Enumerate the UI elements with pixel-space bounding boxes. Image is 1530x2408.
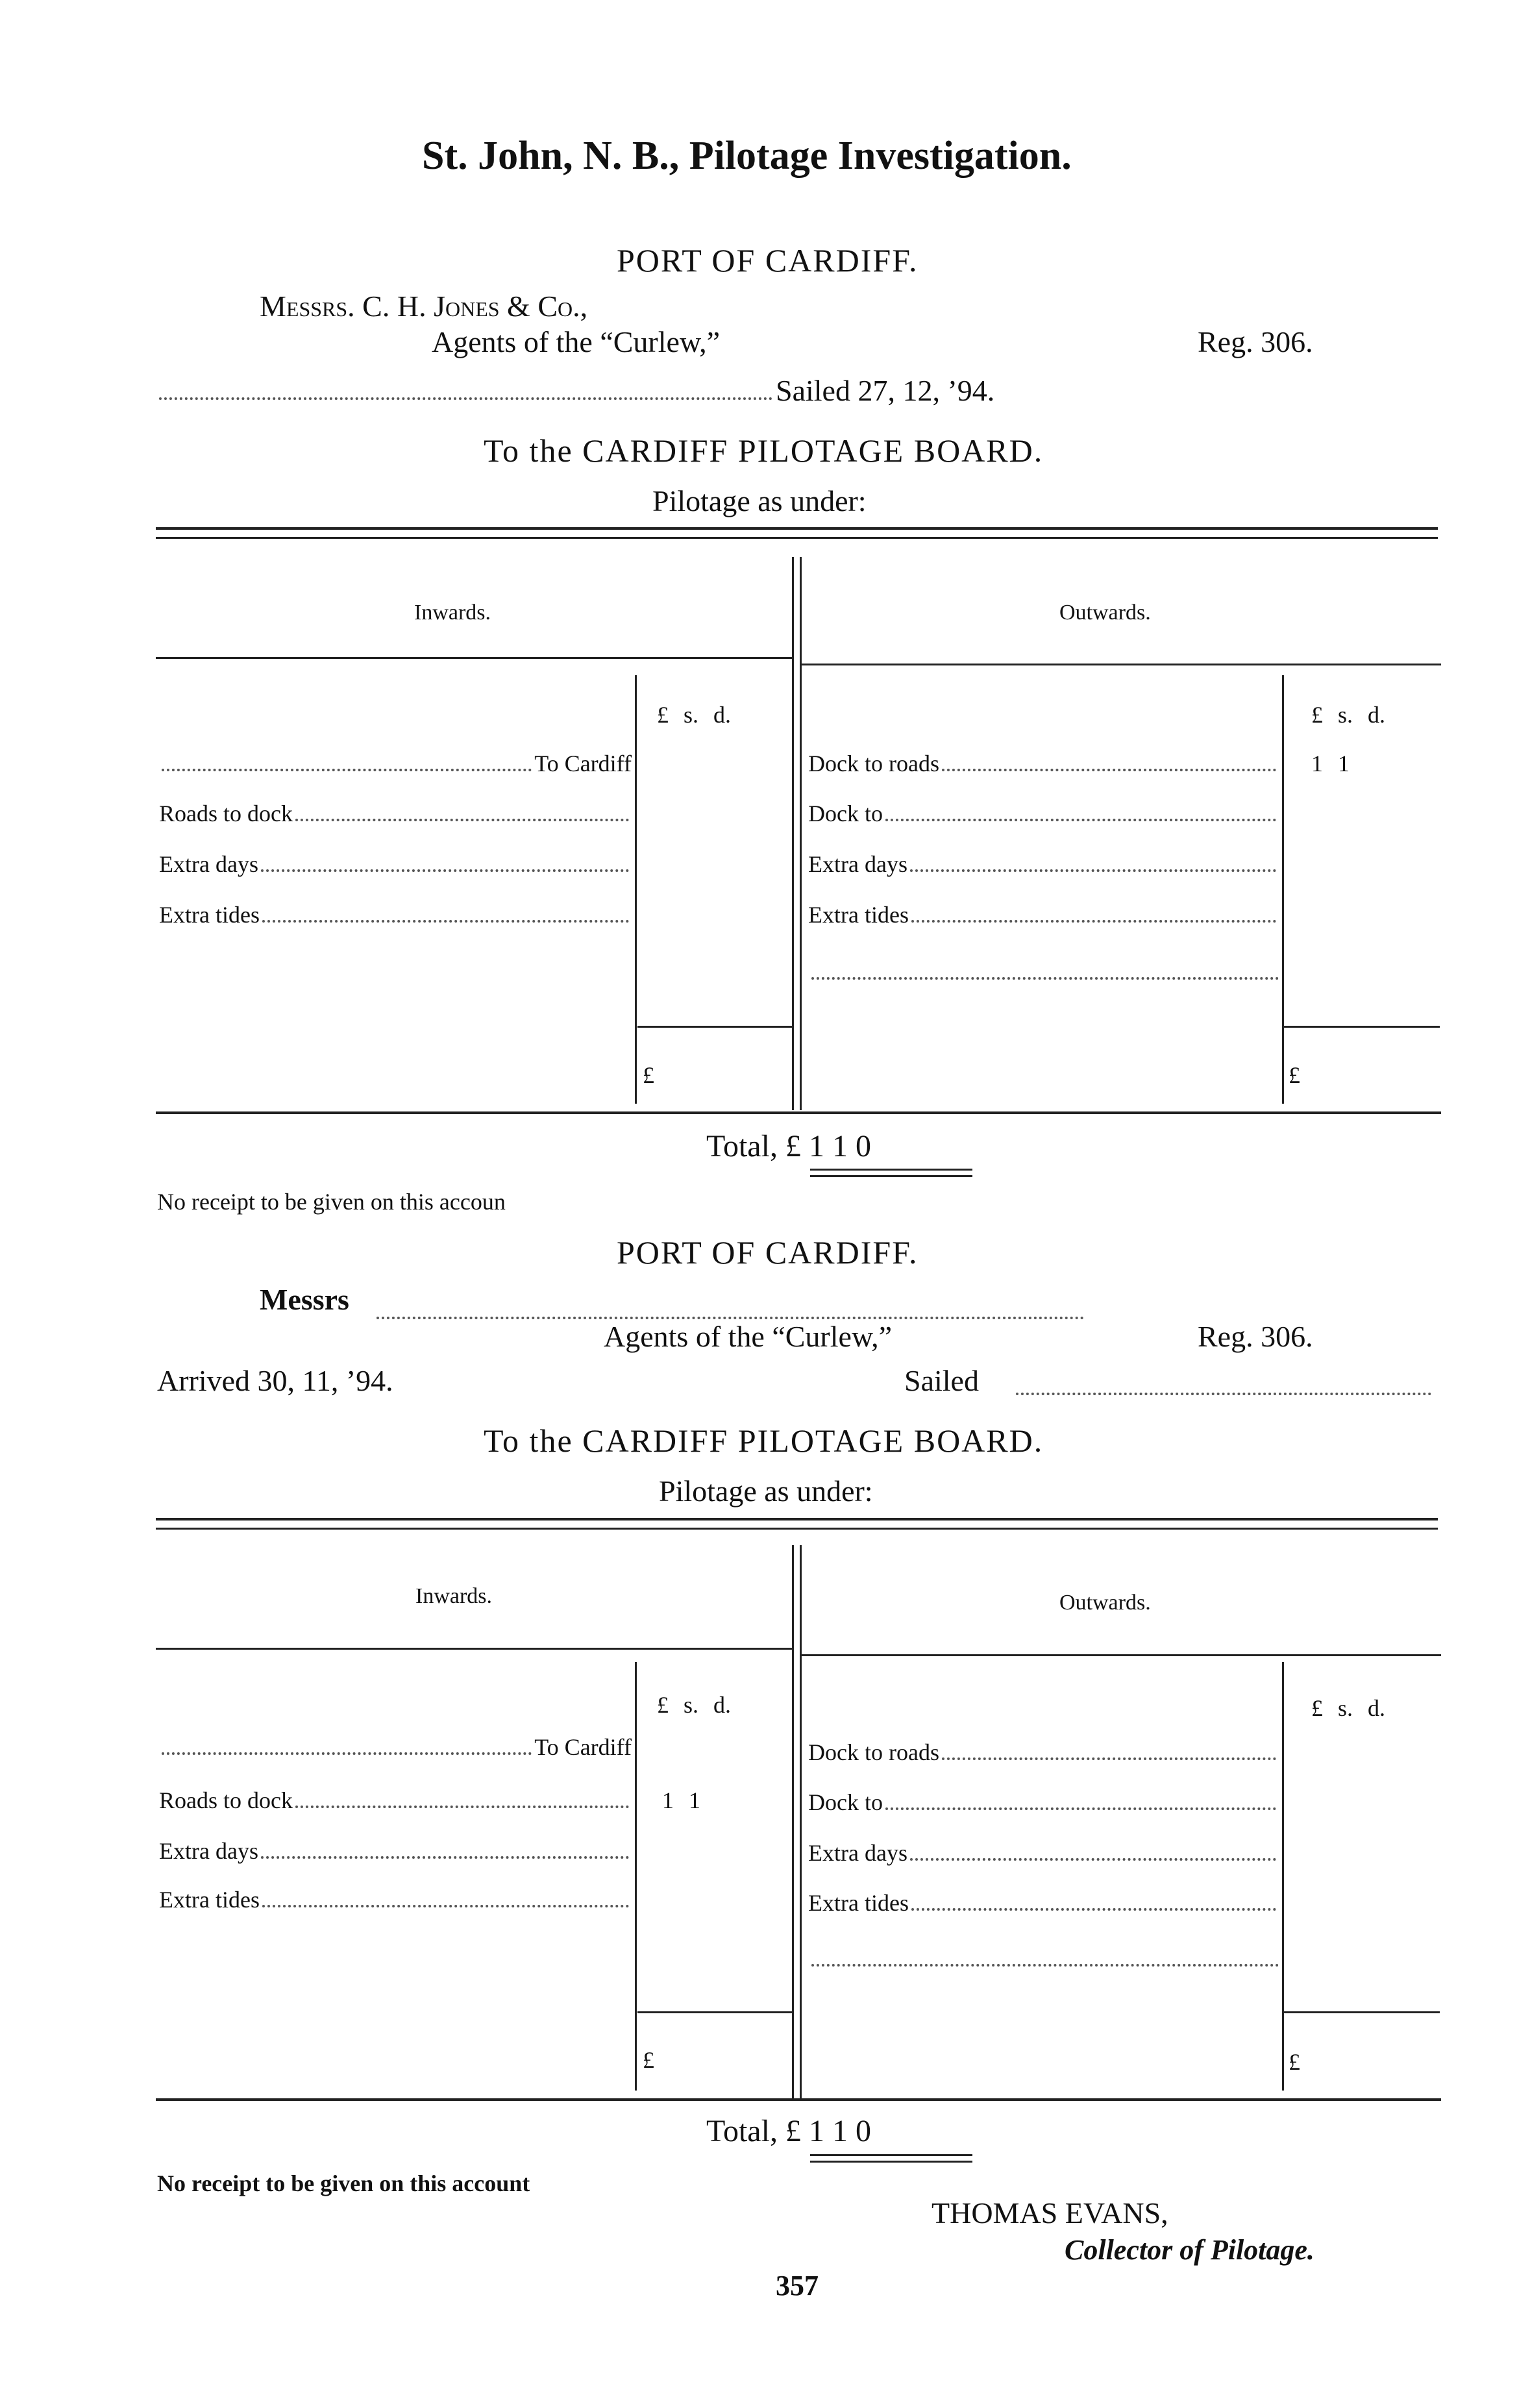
form1-agents: Agents of the “Curlew,” <box>432 325 721 358</box>
form1-in-row-to-cardiff: To Cardiff <box>159 750 632 777</box>
form2-agents: Agents of the “Curlew,” <box>604 1320 893 1353</box>
form2-total-underline <box>810 2154 972 2156</box>
form2-in-row-extra-tides: Extra tides <box>159 1886 632 1913</box>
form2-in-row-extra-days: Extra days <box>159 1837 632 1865</box>
form1-in-row-roads-to-dock: Roads to dock <box>159 800 632 827</box>
form2-arrived: Arrived 30, 11, ’94. <box>157 1364 393 1397</box>
form1-top-rule <box>156 527 1438 530</box>
form2-total-underline-2 <box>810 2161 972 2163</box>
form1-to-board: To the CARDIFF PILOTAGE BOARD. <box>484 432 1044 469</box>
form2-top-rule-2 <box>156 1528 1438 1530</box>
page-title: St. John, N. B., Pilotage Investigation. <box>422 134 1072 178</box>
form1-out-row-dock-to-roads: Dock to roads <box>808 750 1279 777</box>
form1-out-row-dock-to: Dock to <box>808 800 1279 827</box>
form2-port: PORT OF CARDIFF. <box>617 1234 919 1271</box>
form2-note: No receipt to be given on this account <box>157 2170 530 2196</box>
form2-in-amount-rule <box>635 1662 637 2091</box>
form2-out-amount-rule <box>1282 1662 1284 2091</box>
form2-outwards-header: Outwards. <box>1059 1591 1151 1615</box>
form1-dotted-fill <box>159 397 772 400</box>
form1-in-amount-rule <box>635 675 637 1104</box>
form2-to-board: To the CARDIFF PILOTAGE BOARD. <box>484 1422 1044 1459</box>
form1-inwards-header-rule <box>156 657 792 659</box>
form1-pilotage: Pilotage as under: <box>652 484 867 517</box>
form2-out-row-extra-days: Extra days <box>808 1839 1279 1867</box>
form2-outwards-header-rule <box>802 1654 1441 1656</box>
form2-in-amount: 1 1 <box>662 1787 700 1813</box>
form1-in-subtotal-rule <box>637 1026 792 1028</box>
form1-lsd-out: £ s. d. <box>1311 702 1386 728</box>
form1-out-row-extra-tides: Extra tides <box>808 901 1279 928</box>
form1-pound-in: £ <box>643 1062 654 1088</box>
form2-in-row-to-cardiff: To Cardiff <box>159 1733 632 1761</box>
form2-total: Total, £ 1 1 0 <box>706 2114 871 2148</box>
form2-pound-in: £ <box>643 2047 654 2073</box>
form1-total-underline-2 <box>810 1175 972 1177</box>
form2-out-subtotal-rule <box>1284 2011 1440 2013</box>
form2-sailed-dotted-fill <box>1016 1393 1431 1395</box>
page-number: 357 <box>776 2270 819 2302</box>
form1-out-row-extra-days: Extra days <box>808 850 1279 878</box>
form1-lsd-in: £ s. d. <box>657 702 732 728</box>
form1-reg: Reg. 306. <box>1198 325 1313 358</box>
form2-reg: Reg. 306. <box>1198 1320 1313 1353</box>
form1-total: Total, £ 1 1 0 <box>706 1129 871 1163</box>
form1-out-subtotal-rule <box>1284 1026 1440 1028</box>
form1-in-row-extra-tides: Extra tides <box>159 901 632 928</box>
form1-center-rule <box>792 557 794 1110</box>
form2-out-row-extra-tides: Extra tides <box>808 1889 1279 1917</box>
form1-pound-out: £ <box>1289 1062 1300 1088</box>
form1-in-row-extra-days: Extra days <box>159 850 632 878</box>
form1-total-underline <box>810 1169 972 1171</box>
form1-top-rule-2 <box>156 537 1438 539</box>
form2-out-row-dock-to: Dock to <box>808 1789 1279 1816</box>
form1-out-row-blank <box>811 977 1279 980</box>
form1-out-amount-rule <box>1282 675 1284 1104</box>
form1-center-rule-2 <box>800 557 802 1110</box>
form2-sailed: Sailed <box>904 1364 979 1397</box>
form1-inwards-header: Inwards. <box>414 601 491 625</box>
form2-lsd-in: £ s. d. <box>657 1692 732 1718</box>
signature-name: THOMAS EVANS, <box>932 2196 1168 2229</box>
signature-role: Collector of Pilotage. <box>1065 2234 1314 2266</box>
form2-pound-out: £ <box>1289 2049 1300 2075</box>
form1-note: No receipt to be given on this accoun <box>157 1189 506 1215</box>
form2-bottom-rule <box>156 2098 1441 2101</box>
form1-outwards-header-rule <box>802 664 1441 665</box>
form2-messrs: Messrs <box>260 1283 349 1316</box>
form2-inwards-header-rule <box>156 1648 792 1650</box>
form2-in-row-roads-to-dock: Roads to dock <box>159 1787 632 1814</box>
form1-sailed: Sailed 27, 12, ’94. <box>776 374 995 407</box>
form2-top-rule <box>156 1518 1438 1521</box>
form1-bottom-rule <box>156 1111 1441 1114</box>
form1-outwards-header: Outwards. <box>1059 601 1151 625</box>
form2-out-row-dock-to-roads: Dock to roads <box>808 1739 1279 1766</box>
form1-out-amount: 1 1 <box>1311 751 1350 776</box>
form1-port: PORT OF CARDIFF. <box>617 242 919 279</box>
form2-out-row-blank <box>811 1964 1279 1967</box>
form2-center-rule-2 <box>800 1545 802 2098</box>
form2-pilotage: Pilotage as under: <box>659 1474 873 1508</box>
form2-center-rule <box>792 1545 794 2098</box>
form1-messrs: Messrs. C. H. Jones & Co., <box>260 290 588 323</box>
form2-inwards-header: Inwards. <box>415 1584 493 1608</box>
form2-in-subtotal-rule <box>637 2011 792 2013</box>
form2-lsd-out: £ s. d. <box>1311 1695 1386 1721</box>
